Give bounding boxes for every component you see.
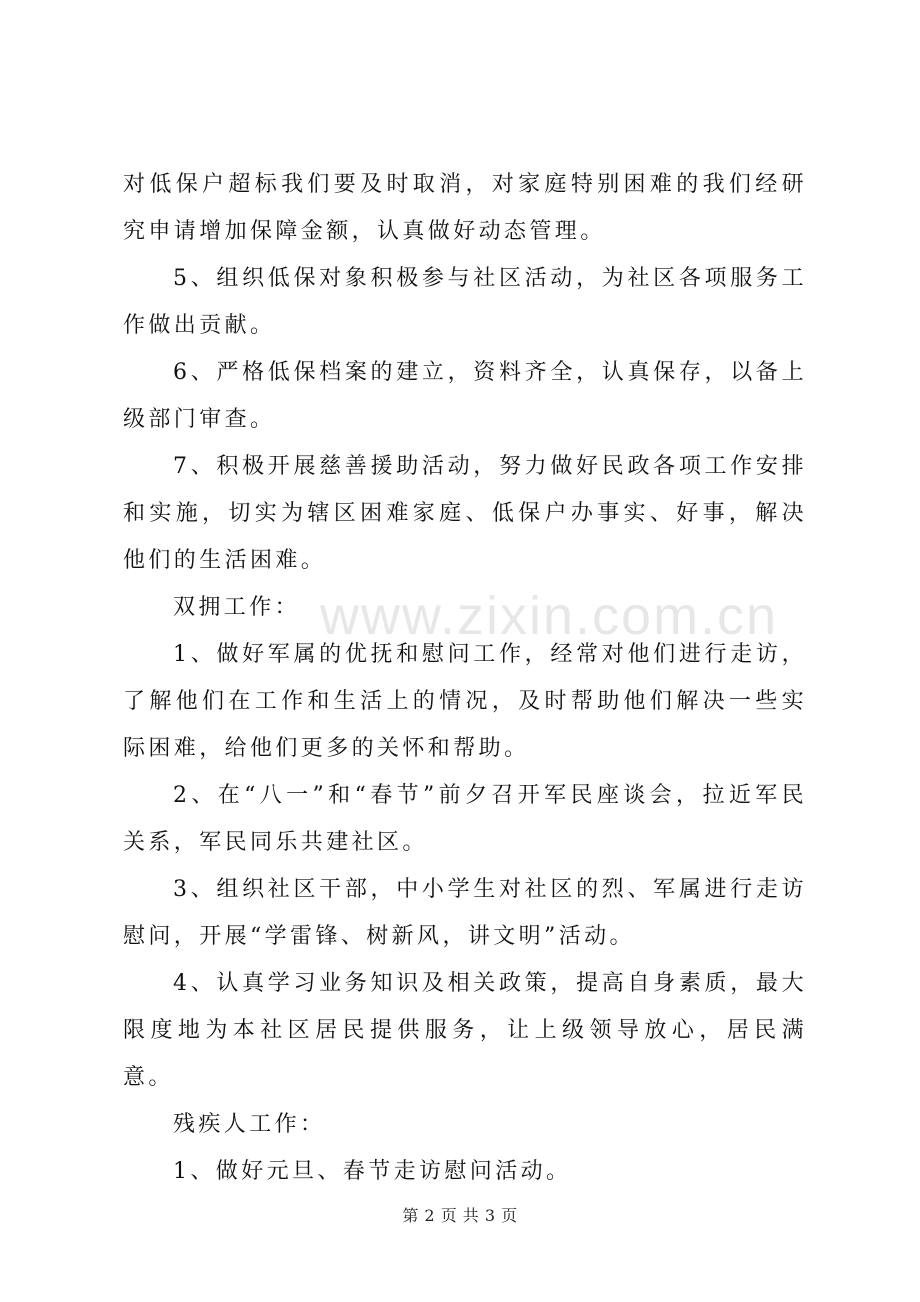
section-heading-double-support: 双拥工作： — [173, 595, 301, 620]
paragraph-1: 5、组织低保对象积极参与社区活动，为社区各项服务工作做出贡献。 — [123, 266, 807, 338]
paragraph-5: 1、做好军属的优抚和慰问工作，经常对他们进行走访，了解他们在工作和生活上的情况，及时帮助他们解决一些实际困难，给他们更多的关怀和帮助。 — [123, 642, 807, 761]
paragraph-0: 对低保户超标我们要及时取消，对家庭特别困难的我们经研究申请增加保障金额，认真做好动态管理。 — [123, 172, 807, 244]
watermark: www.zixin.com.cn — [320, 586, 779, 646]
paragraph-3: 7、积极开展慈善援助活动，努力做好民政各项工作安排和实施，切实为辖区困难家庭、低保户办事实、好事，解决他们的生活困难。 — [123, 454, 807, 573]
page-footer: 第 2 页 共 3 页 — [402, 1206, 518, 1225]
paragraph-10: 1、做好元旦、春节走访慰问活动。 — [173, 1159, 572, 1184]
paragraph-2: 6、严格低保档案的建立，资料齐全，认真保存，以备上级部门审查。 — [123, 360, 807, 432]
paragraph-7: 3、组织社区干部，中小学生对社区的烈、军属进行走访慰问，开展“学雷锋、树新风，讲文明”活动。 — [123, 877, 807, 949]
section-heading-disabled-persons: 残疾人工作： — [173, 1112, 326, 1137]
paragraph-8: 4、认真学习业务知识及相关政策，提高自身素质，最大限度地为本社区居民提供服务，让上级领导放心，居民满意。 — [123, 971, 807, 1090]
document-body — [123, 161, 807, 1195]
paragraph-6: 2、在“八一”和“春节”前夕召开军民座谈会，拉近军民关系，军民同乐共建社区。 — [123, 783, 807, 855]
